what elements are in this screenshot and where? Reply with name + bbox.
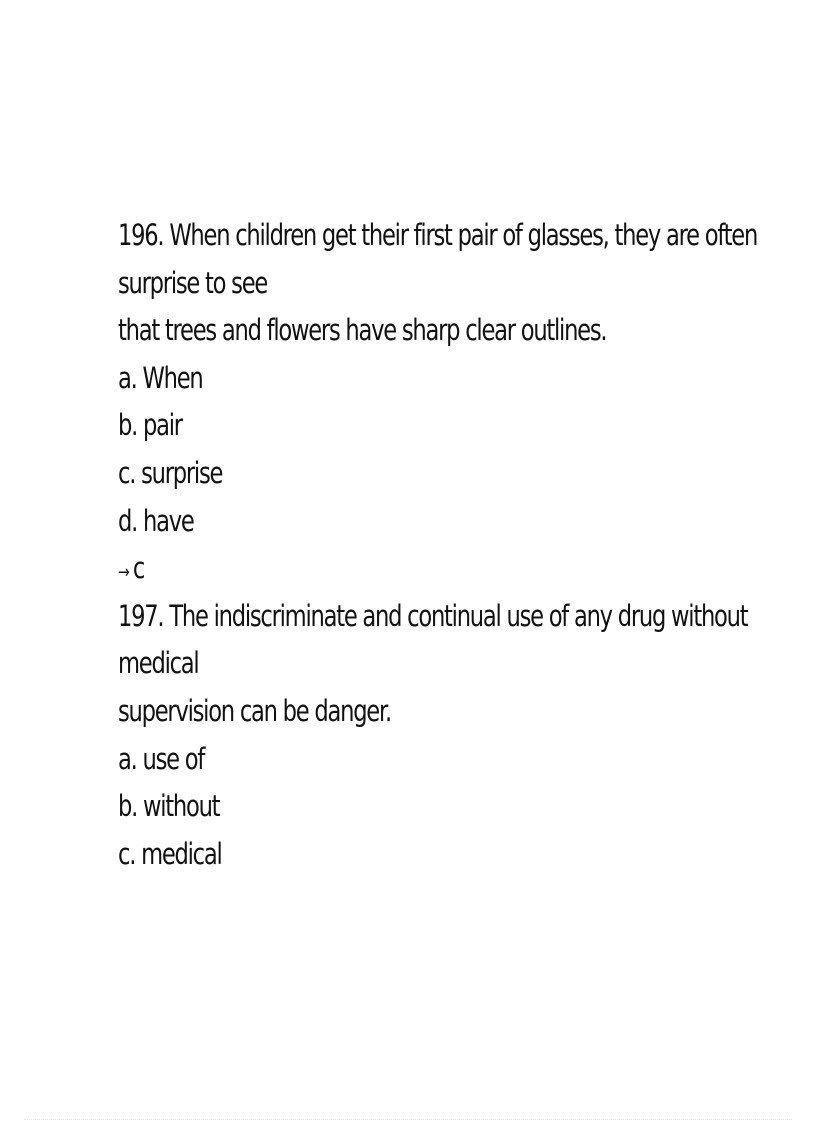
question-text-line: medical: [118, 646, 199, 681]
answer-option: a. use of: [118, 741, 205, 776]
answer-option: b. without: [118, 789, 220, 824]
answer-option: c. surprise: [118, 455, 223, 490]
question-text-line: surprise to see: [118, 265, 268, 300]
answer-option: c. medical: [118, 836, 222, 871]
correct-answer: [118, 545, 617, 593]
question-text-line: supervision can be danger.: [118, 693, 391, 728]
correct-answer-letter: c: [132, 551, 145, 586]
arrow-icon: →: [118, 562, 130, 584]
question-text-line: 197. The indiscriminate and continual use of any drug without: [118, 598, 748, 633]
answer-option: b. pair: [118, 408, 182, 443]
question-text-line: that trees and flowers have sharp clear outlines.: [118, 313, 607, 348]
question-list: [118, 212, 758, 878]
answer-option: d. have: [118, 503, 194, 538]
question-text-line: 196. When children get their first pair of glasses, they are often: [118, 218, 758, 252]
page-bottom-divider: [24, 1119, 792, 1120]
answer-option: a. When: [118, 360, 203, 395]
